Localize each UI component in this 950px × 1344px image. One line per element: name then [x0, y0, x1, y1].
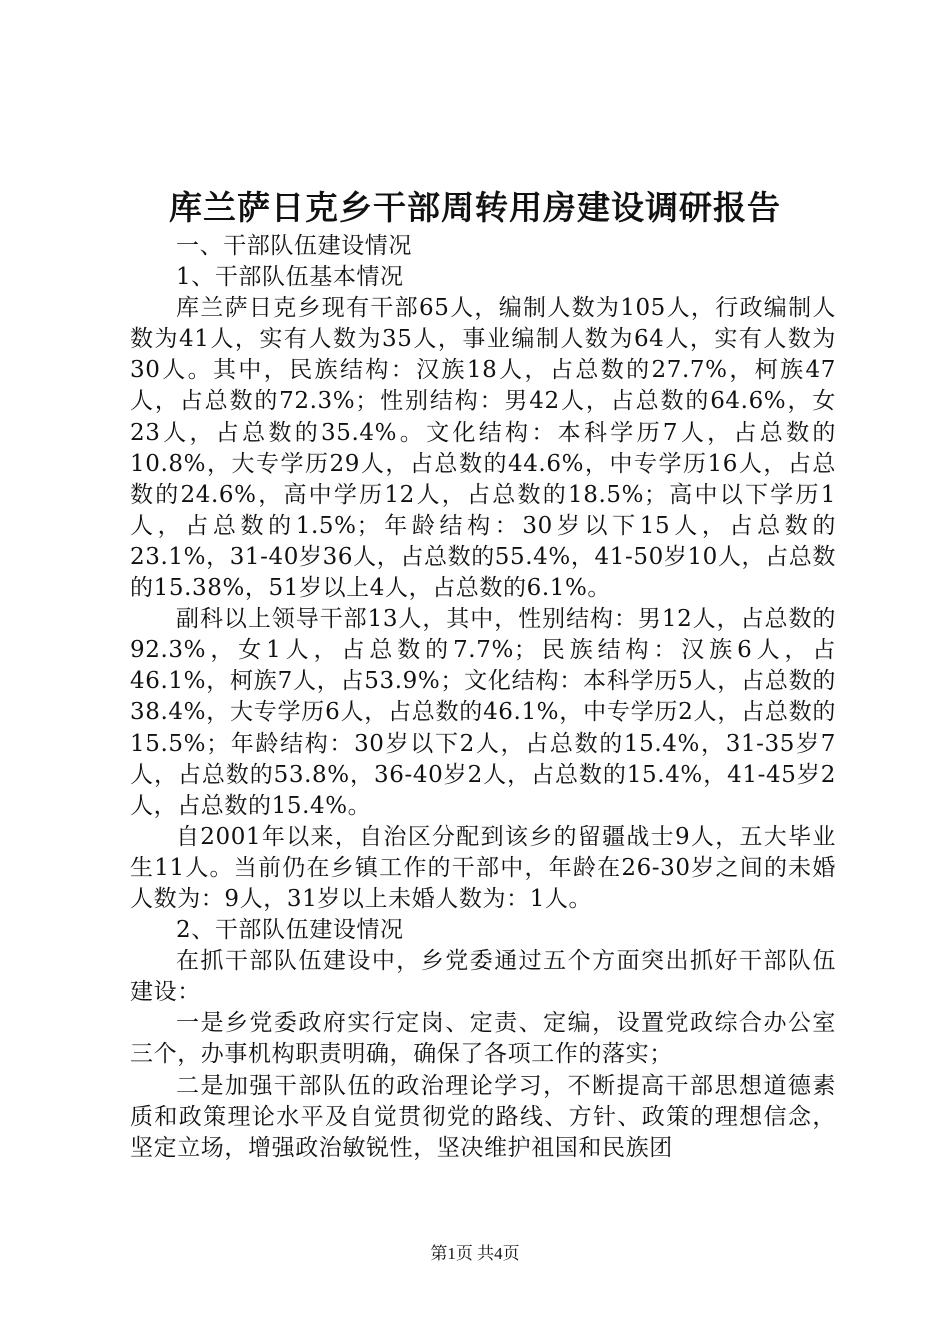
body-paragraph: 副科以上领导干部13人，其中，性别结构：男12人，占总数的92.3%，女1人，占总数的7.7%；民族结构：汉族6人，占46.1%，柯族7人，占53.9%；文化结构：本科学历5人，占总数的38.4%，大专学历6人，占总数的46.1%，中专学历2人，占总数的15.5%；年龄结构：30岁以下2人，占总数的15.4%，31-35岁7人，占总数的53.8%，36-40岁2人，占总数的15.4%，41-45岁2人，占总数的15.4%。: [130, 606, 836, 819]
body-paragraph: 二是加强干部队伍的政治理论学习，不断提高干部思想道德素质和政策理论水平及自觉贯彻党的路线、方针、政策的理想信念，坚定立场，增强政治敏锐性，坚决维护祖国和民族团: [130, 1072, 836, 1161]
body-paragraph: 自2001年以来，自治区分配到该乡的留疆战士9人，五大毕业生11人。当前仍在乡镇工作的干部中，年龄在26-30岁之间的未婚人数为：9人，31岁以上未婚人数为：1人。: [130, 823, 836, 912]
body-paragraph: 一是乡党委政府实行定岗、定责、定编，设置党政综合办公室三个，办事机构职责明确，确保了各项工作的落实；: [130, 1010, 836, 1068]
body-paragraph: 库兰萨日克乡现有干部65人，编制人数为105人，行政编制人数为41人，实有人数为35人，事业编制人数为64人，实有人数为30人。其中，民族结构：汉族18人，占总数的27.7%，柯族47人，占总数的72.3%；性别结构：男42人，占总数的64.6%，女23人，占总数的35.4%。文化结构：本科学历7人，占总数的10.8%，大专学历29人，占总数的44.6%，中专学历16人，占总数的24.6%，高中学历12人，占总数的18.5%；高中以下学历1人，占总数的1.5%；年龄结构：30岁以下15人，占总数的23.1%，31-40岁36人，占总数的55.4%，41-50岁10人，占总数的15.38%，51岁以上4人，占总数的6.1%。: [130, 295, 836, 602]
document-body: [130, 231, 836, 1164]
section-heading: 一、干部队伍建设情况: [176, 233, 412, 259]
body-paragraph: 在抓干部队伍建设中，乡党委通过五个方面突出抓好干部队伍建设：: [130, 948, 836, 1006]
document-title: 库兰萨日克乡干部周转用房建设调研报告: [169, 188, 781, 227]
subsection-heading: 2、干部队伍建设情况: [176, 917, 404, 944]
subsection-heading: 1、干部队伍基本情况: [176, 264, 404, 291]
page-footer: 第1页 共4页: [430, 1244, 520, 1263]
